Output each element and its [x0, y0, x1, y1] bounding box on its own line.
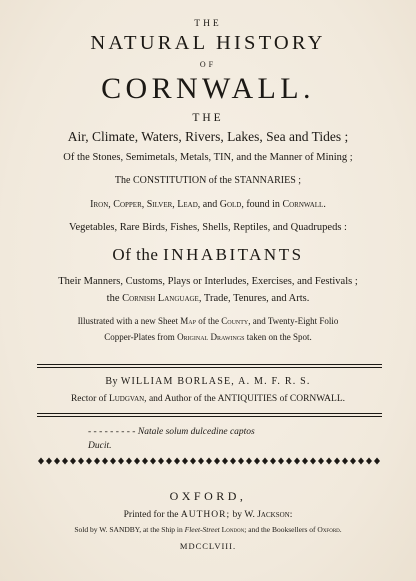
- imprint-year: MDCCLVIII.: [179, 541, 237, 551]
- title-of: OF: [199, 60, 217, 69]
- ornament-diamond: [358, 458, 364, 465]
- constitution-word: CONSTITUTION: [132, 175, 207, 186]
- folio-text: and Twenty-Eight Folio: [252, 316, 339, 326]
- fleet-street: Fleet-Street: [184, 525, 220, 534]
- ornament-diamond: [310, 458, 316, 465]
- title-the: THE: [194, 19, 222, 29]
- ornament-diamond: [222, 458, 228, 465]
- ornament-diamond: [158, 458, 164, 465]
- ornament-diamond: [126, 458, 132, 465]
- ornament-diamond: [102, 458, 108, 465]
- contents-the: THE: [192, 112, 224, 124]
- epigraph-text: Natale solum dulcedine captos: [137, 427, 255, 437]
- ornament-diamond: [174, 458, 180, 465]
- ornament-diamond: [118, 458, 124, 465]
- ornament-diamond: [262, 458, 268, 465]
- author-by: By: [105, 376, 118, 387]
- ornament-diamond: [142, 458, 148, 465]
- imprint-sold-line: [0, 525, 416, 534]
- ornament-diamond: [254, 458, 260, 465]
- rector-of: Rector of: [70, 394, 107, 404]
- ludgvan: Ludgvan,: [108, 394, 147, 404]
- ornament-diamond: [230, 458, 236, 465]
- metals-list: Iron, Copper, Silver, Lead,: [90, 199, 201, 210]
- ornamental-border: [35, 456, 383, 466]
- ornament-diamond: [166, 458, 172, 465]
- tin-word: TIN,: [213, 152, 234, 163]
- map-word: Map: [180, 316, 196, 326]
- printed-for: Printed for the: [123, 510, 179, 520]
- ornament-diamond: [374, 458, 380, 465]
- ornament-diamond: [134, 458, 140, 465]
- ornament-diamond: [70, 458, 76, 465]
- language-the: the: [106, 293, 120, 304]
- illustrated-line-2: [0, 332, 416, 342]
- inhabitants-pre: Of the: [112, 245, 159, 264]
- author-of-the: and Author of the: [148, 394, 216, 404]
- spot-text: taken on the Spot.: [246, 332, 312, 342]
- illustrated-line-1: [0, 316, 416, 326]
- ornament-diamond: [54, 458, 60, 465]
- of-the: of the: [198, 316, 219, 326]
- contents-line-vegetables: Vegetables, Rare Birds, Fishes, Shells, Reptiles, and Quadrupeds :: [69, 222, 347, 233]
- stones-text: Of the Stones, Semimetals, Metals,: [63, 152, 212, 163]
- copper-plates-text: Copper-Plates from: [104, 332, 175, 342]
- ornament-diamond: [206, 458, 212, 465]
- metals-found-in: found in: [246, 199, 280, 210]
- metals-cornwall: Cornwall.: [282, 199, 326, 210]
- ornament-diamond: [342, 458, 348, 465]
- antiquities-word: ANTIQUITIES: [217, 394, 278, 404]
- london: London;: [221, 525, 247, 534]
- constitution-mid: of the: [208, 175, 232, 186]
- ornament-diamond: [334, 458, 340, 465]
- contents-line-metals: [0, 199, 416, 210]
- printed-author: AUTHOR;: [180, 510, 231, 520]
- ornament-diamond: [318, 458, 324, 465]
- county-word: County,: [221, 316, 251, 326]
- ornament-diamond: [302, 458, 308, 465]
- cornish-language: Cornish Language,: [122, 293, 202, 304]
- ornament-diamond: [182, 458, 188, 465]
- double-rule-bottom-thick: [37, 416, 382, 417]
- double-rule-top-thick: [37, 364, 382, 365]
- contents-line-language: [0, 293, 416, 304]
- rector-line: [0, 394, 416, 404]
- illustrated-text: Illustrated with a new Sheet: [77, 316, 179, 326]
- ornament-diamond: [214, 458, 220, 465]
- mining-text: and the Manner of Mining ;: [236, 152, 353, 163]
- sold-by-text: Sold by W. SANDBY, at the Ship in: [74, 525, 183, 534]
- printed-by: by: [232, 510, 243, 520]
- ornament-diamond: [326, 458, 332, 465]
- inhabitants-word: INHABITANTS: [163, 245, 304, 264]
- ornament-diamond: [286, 458, 292, 465]
- ornament-diamond: [238, 458, 244, 465]
- contents-line-stones: [0, 152, 416, 163]
- epigraph-line-1: [88, 427, 255, 437]
- author-line: [0, 376, 416, 387]
- contents-line-air: Air, Climate, Waters, Rivers, Lakes, Sea and Tides ;: [67, 129, 349, 144]
- imprint-place: OXFORD,: [169, 489, 247, 503]
- author-name: WILLIAM BORLASE, A. M. F. R. S.: [120, 376, 311, 387]
- ornament-diamond: [46, 458, 52, 465]
- contents-line-inhabitants: [0, 245, 416, 265]
- ornament-diamond: [150, 458, 156, 465]
- ornament-diamond: [86, 458, 92, 465]
- original-drawings: Original Drawings: [177, 332, 245, 342]
- ornament-diamond: [94, 458, 100, 465]
- title-cornwall: CORNWALL.: [101, 72, 315, 105]
- title-natural-history: NATURAL HISTORY: [90, 32, 326, 54]
- antiquities-cornwall: CORNWALL.: [289, 394, 346, 404]
- language-rest: Trade, Tenures, and Arts.: [203, 293, 310, 304]
- metals-gold: Gold,: [219, 199, 244, 210]
- ornament-diamond: [294, 458, 300, 465]
- ornament-diamond: [278, 458, 284, 465]
- stannaries-word: STANNARIES ;: [234, 175, 302, 186]
- booksellers-text: and the Booksellers of: [248, 525, 316, 534]
- ornament-diamond: [190, 458, 196, 465]
- printer-name: W. Jackson:: [244, 510, 293, 520]
- ornament-diamond: [62, 458, 68, 465]
- metals-and: and: [202, 199, 218, 210]
- ornament-diamond: [110, 458, 116, 465]
- ornament-diamond: [366, 458, 372, 465]
- double-rule-bottom-thin: [37, 413, 382, 414]
- ornament-diamond: [270, 458, 276, 465]
- double-rule-top-thin: [37, 367, 382, 368]
- constitution-pre: The: [114, 175, 131, 186]
- ornament-diamond: [38, 458, 44, 465]
- contents-line-manners: Their Manners, Customs, Plays or Interludes, Exercises, and Festivals ;: [58, 276, 358, 287]
- imprint-printed-line: [0, 510, 416, 520]
- oxford-small: Oxford.: [317, 525, 342, 534]
- ornament-diamond: [246, 458, 252, 465]
- ornament-diamond: [78, 458, 84, 465]
- ornament-diamond: [350, 458, 356, 465]
- epigraph-line-2: Ducit.: [88, 441, 112, 451]
- antiquities-of: of: [279, 394, 288, 404]
- contents-line-constitution: [0, 175, 416, 186]
- ornament-diamond: [198, 458, 204, 465]
- epigraph-dashes: - - - - - - - - -: [88, 427, 136, 437]
